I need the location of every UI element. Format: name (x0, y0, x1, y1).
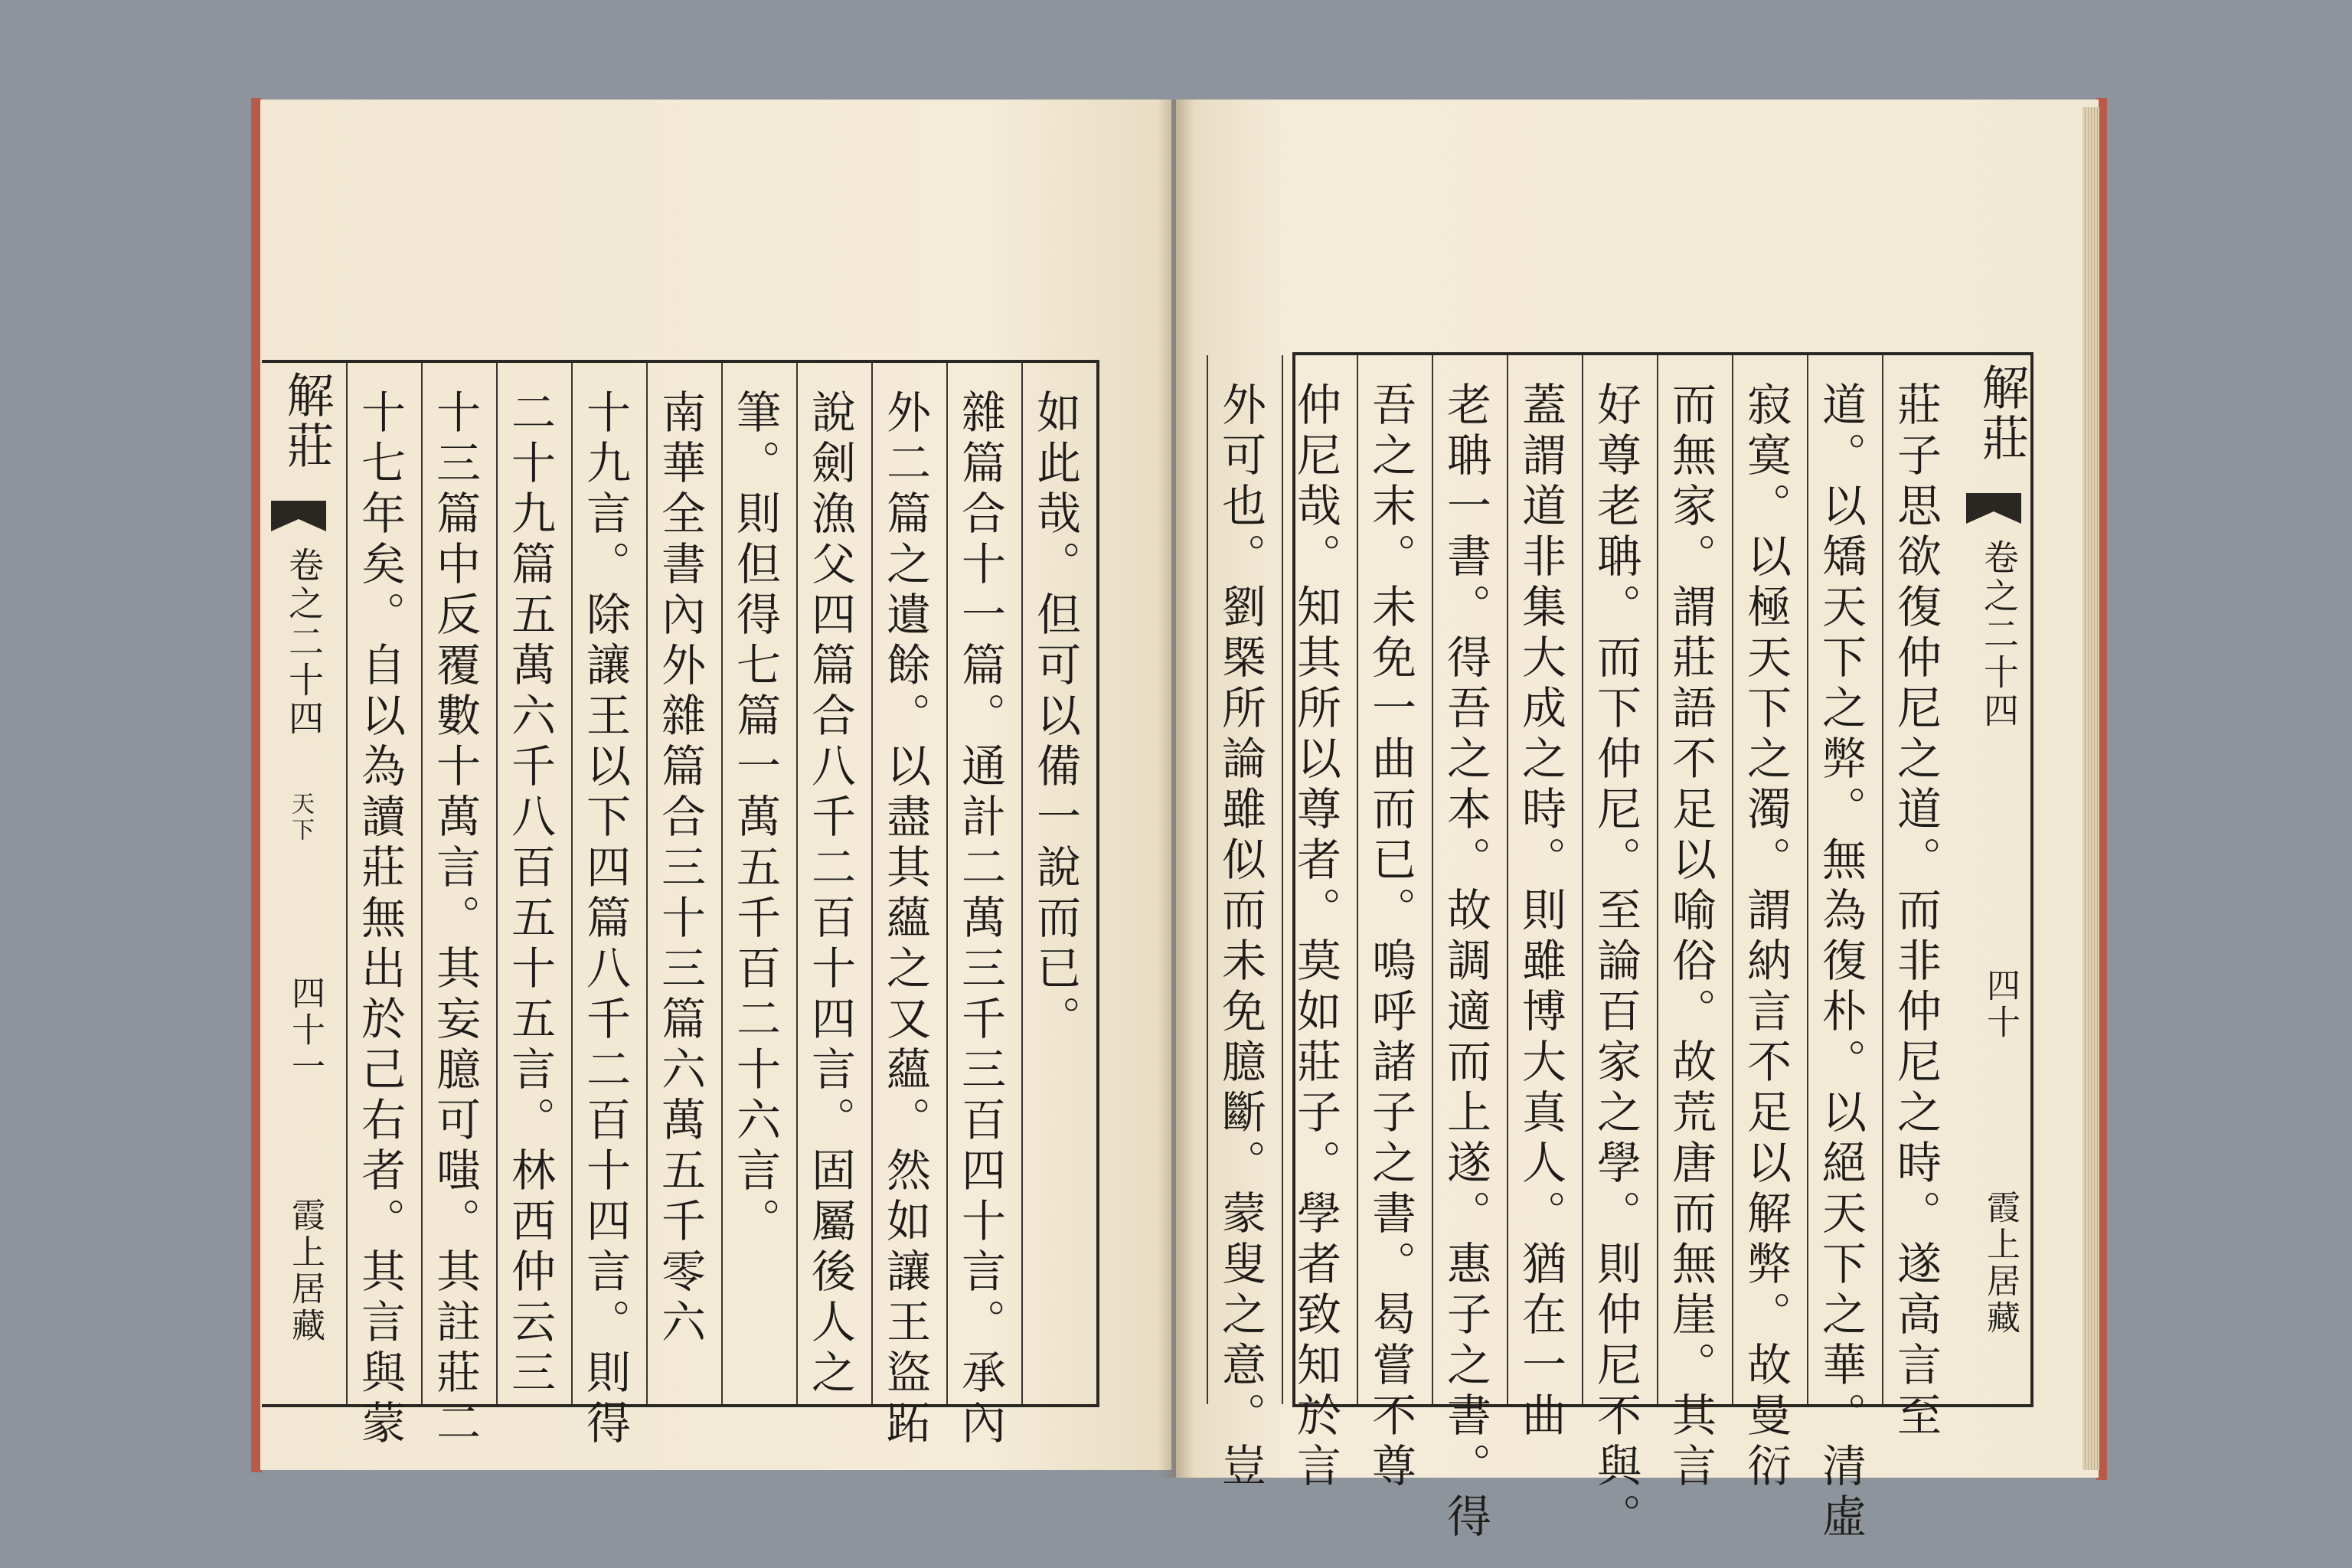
column-rule (1807, 355, 1808, 1404)
column-rule (721, 363, 723, 1404)
page-stack-edge (2082, 107, 2099, 1470)
column-rule (496, 363, 498, 1404)
text-column: 二十九篇五萬六千八百五十五言。林西仲云三 (504, 389, 556, 1400)
fish-tail-mark (271, 501, 326, 531)
column-rule (1021, 363, 1023, 1404)
text-column: 如此哉。但可以備一說而已。 (1029, 389, 1081, 1046)
left-center-publisher: 霞上居藏 (286, 1197, 325, 1344)
right-center-folio: 四十 (1981, 968, 2020, 1041)
column-rule (1882, 355, 1883, 1404)
left-text-frame (262, 360, 1099, 1450)
text-column: 外可也。劉槩所論雖似而未免臆斷。蒙叟之意。豈 (1214, 381, 1266, 1493)
right-center-column (1957, 355, 2030, 1404)
left-center-volume: 卷之二十四 (283, 547, 325, 738)
column-rule (646, 363, 648, 1404)
text-column: 好尊老聃。而下仲尼。至論百家之學。則仲尼不與。 (1589, 381, 1642, 1544)
column-rule (1582, 355, 1583, 1404)
text-column: 而無家。謂莊語不足以喻俗。故荒唐而無崖。其言 (1664, 381, 1717, 1493)
column-rule (421, 363, 423, 1404)
text-column: 老聃一書。得吾之本。故調適而上遂。惠子之書。得 (1439, 381, 1491, 1544)
book-gutter (1158, 100, 1194, 1478)
text-column: 雜篇合十一篇。通計二萬三千三百四十言。承內 (954, 389, 1006, 1450)
column-rule (1207, 355, 1208, 1404)
column-rule (571, 363, 573, 1404)
column-rule (346, 363, 348, 1404)
text-column: 十九言。除讓王以下四篇八千二百十四言。則得 (579, 389, 631, 1450)
column-rule (1732, 355, 1733, 1404)
right-center-title: 解莊 (1974, 363, 2030, 464)
right-center-publisher: 霞上居藏 (1981, 1190, 2020, 1337)
column-rule (796, 363, 798, 1404)
text-column: 寂寞。以極天下之濁。謂納言不足以解弊。故曼衍 (1740, 381, 1792, 1493)
text-column: 說劍漁父四篇合八千二百十四言。固屬後人之 (804, 389, 856, 1400)
column-rule (1507, 355, 1508, 1404)
right-text-frame (1214, 352, 2034, 1544)
text-column: 外二篇之遺餘。以盡其蘊之又蘊。然如讓王盜跖 (879, 389, 931, 1450)
left-center-column (262, 363, 335, 1404)
fish-tail-mark (1966, 493, 2021, 524)
column-rule (1657, 355, 1658, 1404)
column-rule (871, 363, 873, 1404)
left-center-folio: 四十一 (286, 975, 325, 1086)
text-column: 吾之末。未免一曲而已。嗚呼諸子之書。曷嘗不尊 (1364, 381, 1416, 1493)
column-rule (1282, 355, 1283, 1404)
column-rule (1357, 355, 1358, 1404)
text-column: 十三篇中反覆數十萬言。其妄臆可嗤。其註莊二 (429, 389, 481, 1450)
left-center-title: 解莊 (279, 371, 335, 472)
text-column: 十七年矣。自以為讀莊無出於己右者。其言與蒙 (354, 389, 406, 1450)
text-column: 蓋謂道非集大成之時。則雖博大真人。猶在一曲 (1514, 381, 1566, 1442)
left-center-chapter: 天下 (287, 792, 314, 844)
text-column: 道。以矯天下之弊。無為復朴。以絕天下之華。清虛 (1815, 381, 1867, 1544)
text-column: 南華全書內外雜篇合三十三篇六萬五千零六 (654, 389, 706, 1349)
right-center-volume: 卷之二十四 (1978, 539, 2020, 730)
text-column: 仲尼哉。知其所以尊者。莫如莊子。學者致知於言 (1289, 381, 1341, 1493)
text-column: 莊子思欲復仲尼之道。而非仲尼之時。遂高言至 (1890, 381, 1942, 1442)
column-rule (946, 363, 948, 1404)
column-rule (1432, 355, 1433, 1404)
text-column: 筆。則但得七篇一萬五千百二十六言。 (729, 389, 781, 1248)
